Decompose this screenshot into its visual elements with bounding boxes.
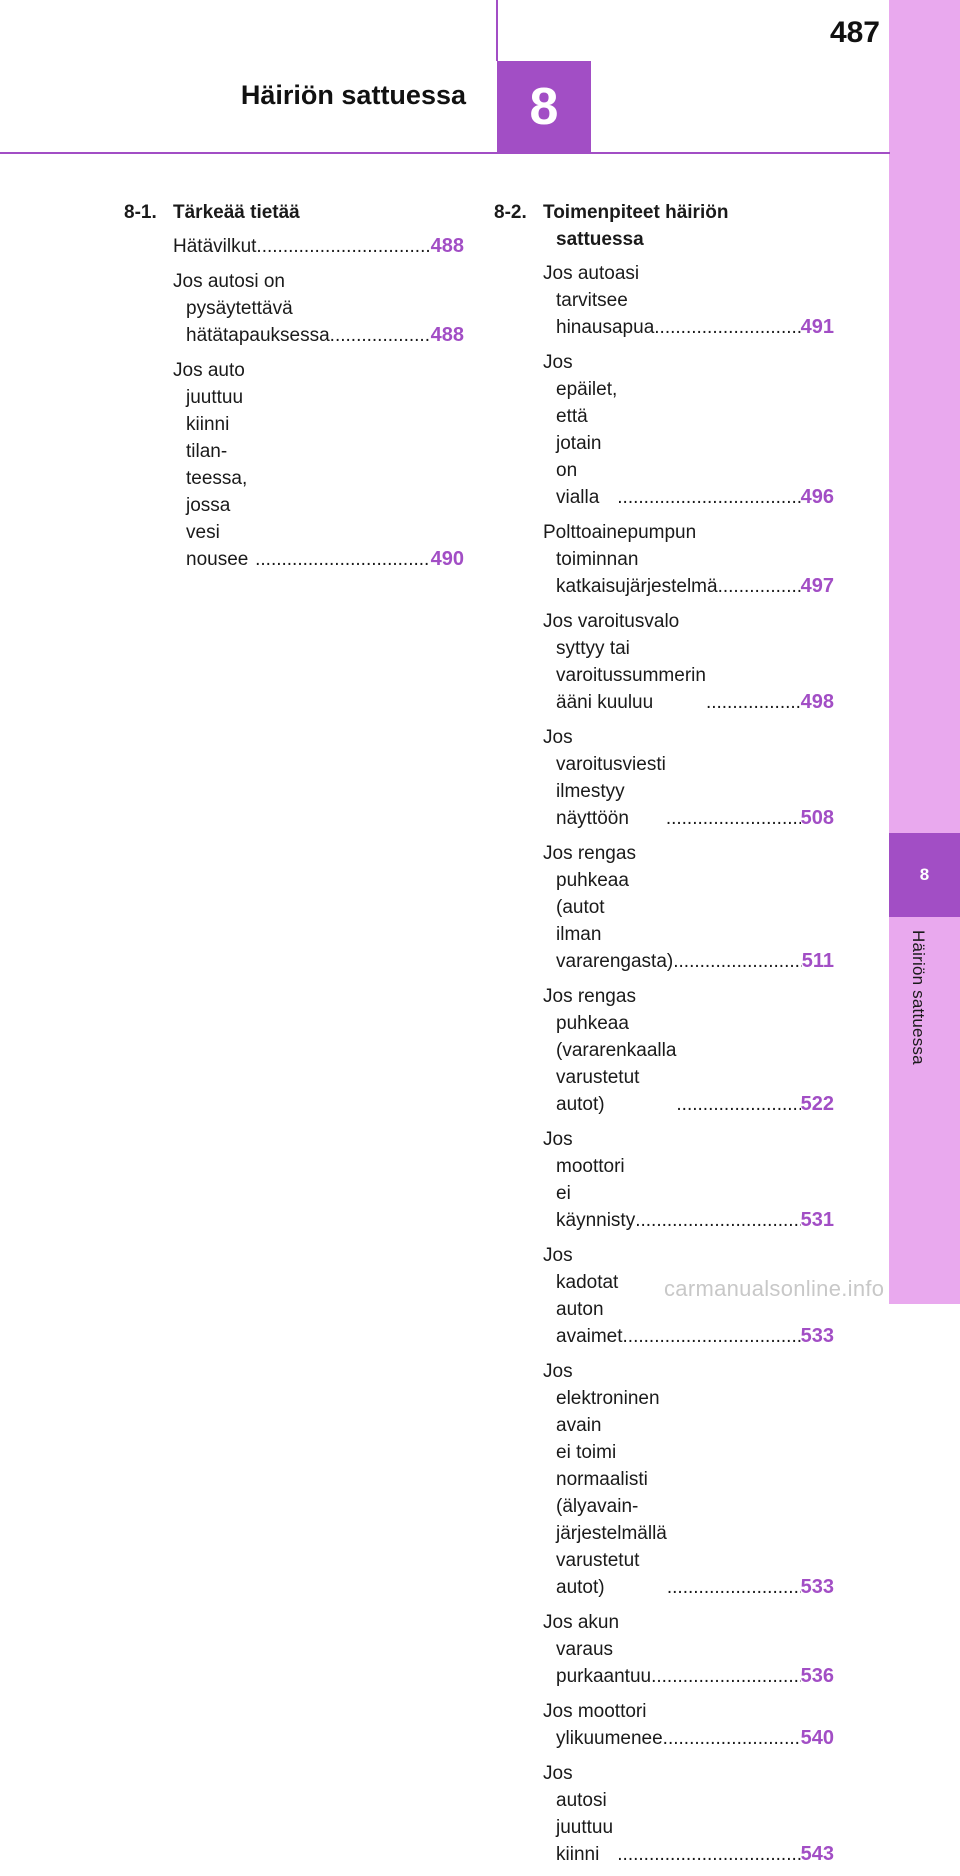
entry-title: Jos varoitusviesti ilmestyy näyttöön	[543, 727, 666, 829]
leader-dots	[256, 233, 430, 260]
page-number: 487	[829, 16, 880, 49]
entry-page-link[interactable]: 543	[800, 1843, 834, 1865]
toc-entry[interactable]	[543, 1126, 834, 1234]
toc-entry[interactable]	[543, 983, 834, 1118]
watermark-text: carmanualsonline.info	[664, 1276, 885, 1301]
toc-entry[interactable]	[543, 349, 834, 511]
entry-page-link[interactable]: 497	[800, 575, 834, 597]
entry-page-link[interactable]: 531	[800, 1209, 834, 1231]
entry-page-link[interactable]: 511	[801, 950, 834, 972]
entry-title: Jos autosi juuttuu kiinni	[543, 1763, 614, 1865]
leader-dots	[617, 1841, 800, 1868]
chapter-tab-number: 8	[889, 833, 960, 917]
leader-dots	[654, 314, 800, 341]
toc-section-8-2	[494, 199, 834, 1876]
entry-page-link[interactable]: 490	[430, 548, 464, 570]
leader-dots	[718, 573, 801, 600]
entry-title: Jos autoasi tarvitsee hinausapua	[543, 263, 655, 338]
toc-entry[interactable]	[543, 519, 834, 600]
entry-title: Jos autosi on pysäytettävä hätätapauksessa	[173, 271, 330, 346]
toc-entry[interactable]	[543, 1698, 834, 1752]
entry-page-link[interactable]: 491	[800, 316, 834, 338]
leader-dots	[673, 948, 802, 975]
toc-entry[interactable]	[543, 608, 834, 716]
entry-title: Jos moottori ylikuumenee	[543, 1701, 663, 1749]
entry-page-link[interactable]: 498	[800, 691, 834, 713]
toc-entry[interactable]	[543, 840, 834, 975]
leader-dots	[666, 805, 801, 832]
entry-title: Jos akun varaus purkaantuu	[543, 1612, 652, 1687]
entry-page-link[interactable]: 533	[800, 1325, 834, 1347]
entry-title: Polttoainepumpun toiminnan katkaisujärjestelmä	[543, 522, 718, 597]
chapter-number-block: 8	[497, 61, 591, 153]
header-divider-vertical	[496, 0, 498, 61]
entry-page-link[interactable]: 508	[800, 807, 834, 829]
section-number: 8-2.	[494, 202, 527, 223]
leader-dots	[617, 484, 800, 511]
entry-page-link[interactable]: 536	[800, 1665, 834, 1687]
leader-dots	[635, 1207, 800, 1234]
entry-title: Jos elektroninen avain ei toimi normaalisti (älyavain- järjestelmällä varustetut autot)	[543, 1361, 667, 1598]
chapter-title: Häiriön sattuessa	[240, 80, 466, 110]
toc-entry[interactable]	[543, 1609, 834, 1690]
section-heading	[494, 199, 834, 253]
leader-dots	[330, 322, 431, 349]
chapter-tab-label: Häiriön sattuessa	[909, 930, 928, 1065]
toc-section-8-1	[124, 199, 464, 581]
entry-page-link[interactable]: 496	[800, 486, 834, 508]
section-title: Tärkeää tietää	[173, 202, 300, 223]
leader-dots	[667, 1574, 801, 1601]
section-heading	[124, 199, 464, 226]
toc-entry[interactable]	[173, 357, 464, 573]
toc-entry[interactable]	[173, 233, 464, 260]
toc-entry[interactable]	[543, 724, 834, 832]
toc-entry[interactable]	[543, 260, 834, 341]
entry-title: Jos rengas puhkeaa (autot ilman vararengasta)	[543, 843, 674, 972]
leader-dots	[706, 689, 801, 716]
toc-entry[interactable]	[173, 268, 464, 349]
leader-dots	[255, 546, 431, 573]
chapter-side-strip	[889, 0, 960, 1304]
entry-page-link[interactable]: 488	[430, 235, 464, 257]
leader-dots	[651, 1663, 801, 1690]
entry-title: Jos kadotat auton avaimet	[543, 1245, 623, 1347]
entry-page-link[interactable]: 522	[800, 1093, 834, 1115]
toc-entry[interactable]	[543, 1760, 834, 1868]
entry-title: Jos rengas puhkeaa (vararenkaalla varustetut autot)	[543, 986, 677, 1115]
entry-title: Jos moottori ei käynnisty	[543, 1129, 636, 1231]
toc-entry[interactable]	[543, 1358, 834, 1601]
section-title: Toimenpiteet häiriön sattuessa	[543, 202, 729, 250]
section-number: 8-1.	[124, 202, 157, 223]
leader-dots	[623, 1323, 801, 1350]
leader-dots	[676, 1091, 800, 1118]
entry-page-link[interactable]: 540	[800, 1727, 834, 1749]
leader-dots	[663, 1725, 801, 1752]
entry-title: Jos varoitusvalo syttyy tai varoitussummerin ääni kuuluu	[543, 611, 706, 713]
entry-title: Hätävilkut	[173, 236, 257, 257]
entry-page-link[interactable]: 533	[800, 1576, 834, 1598]
entry-title: Jos auto juuttuu kiinni tilan- teessa, jossa vesi nousee	[173, 360, 249, 570]
entry-title: Jos epäilet, että jotain on vialla	[543, 352, 618, 508]
entry-page-link[interactable]: 488	[430, 324, 464, 346]
header-divider-horizontal	[0, 152, 890, 154]
